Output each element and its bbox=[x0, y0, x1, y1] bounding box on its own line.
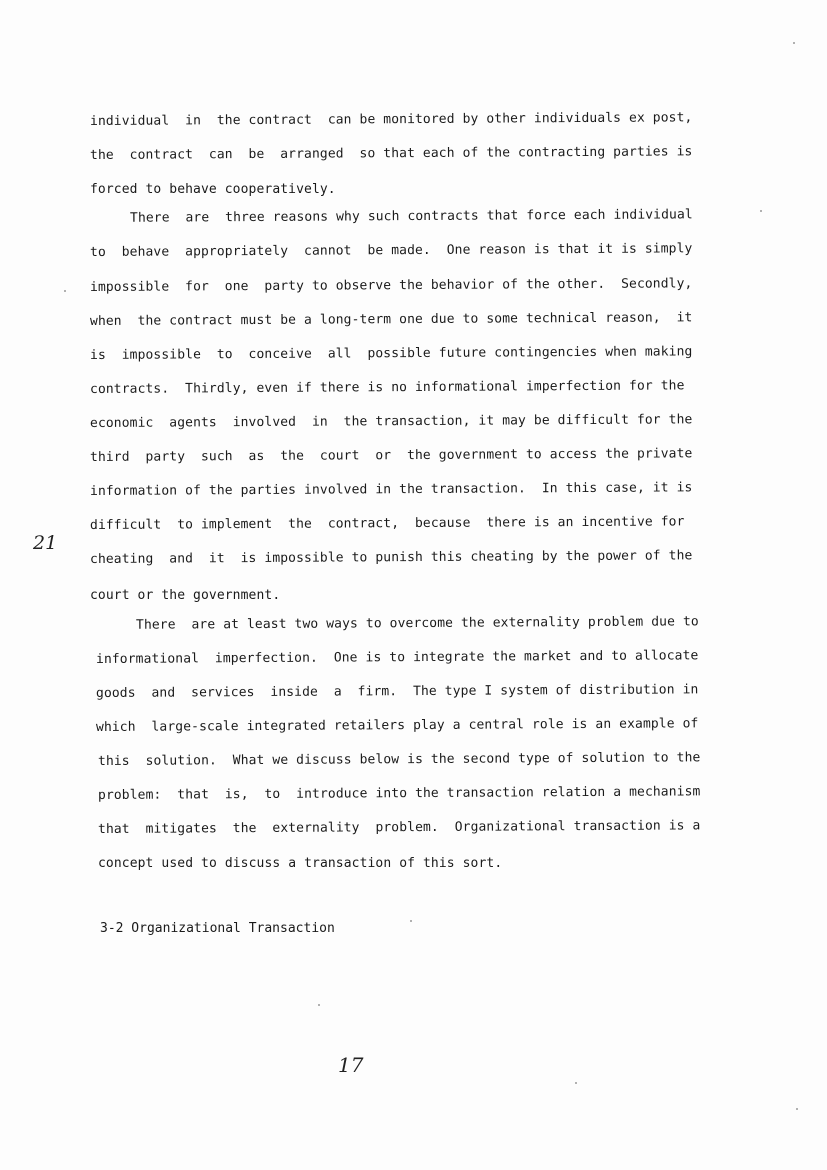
scan-speck bbox=[793, 42, 795, 44]
text-line-2: the contract can be arranged so that each of the contracting parties is bbox=[89, 144, 693, 163]
text-line-5: to behave appropriately cannot be made. One reason is that it is simply bbox=[89, 241, 693, 260]
text-line-21: problem: that is, to introduce into the transaction relation a mechanism bbox=[97, 784, 701, 803]
text-line-8: is impossible to conceive all possible future contingencies when making bbox=[89, 344, 693, 363]
text-line-9: contracts. Thirdly, even if there is no informational imperfection for the bbox=[89, 378, 685, 397]
text-line-16: There are at least two ways to overcome the externality problem due to bbox=[135, 614, 699, 633]
text-line-17: informational imperfection. One is to integrate the market and to allocate bbox=[95, 648, 699, 667]
text-line-1: individual in the contract can be monitored by other individuals ex post, bbox=[89, 110, 693, 129]
text-line-6: impossible for one party to observe the behavior of the other. Secondly, bbox=[89, 276, 693, 295]
page-number: 17 bbox=[338, 1053, 364, 1077]
scan-speck bbox=[318, 1004, 320, 1006]
text-line-7: when the contract must be a long-term one due to some technical reason, it bbox=[89, 310, 693, 329]
text-line-18: goods and services inside a firm. The type I system of distribution in bbox=[95, 682, 699, 701]
text-line-13: difficult to implement the contract, because there is an incentive for bbox=[89, 514, 685, 533]
text-line-19: which large-scale integrated retailers play a central role is an example of bbox=[95, 716, 699, 735]
scan-speck bbox=[64, 290, 66, 292]
margin-annotation: 21 bbox=[33, 532, 58, 554]
text-line-22: that mitigates the externality problem. Organizational transaction is a bbox=[97, 818, 701, 837]
scan-speck bbox=[760, 210, 762, 212]
scan-speck bbox=[796, 1108, 798, 1110]
text-line-11: third party such as the court or the government to access the private bbox=[89, 446, 693, 465]
scan-speck bbox=[410, 920, 412, 922]
text-line-15: court or the government. bbox=[90, 588, 281, 603]
text-line-12: information of the parties involved in the transaction. In this case, it is bbox=[89, 480, 693, 499]
text-line-3: forced to behave cooperatively. bbox=[90, 182, 336, 197]
text-line-20: this solution. What we discuss below is the second type of solution to the bbox=[97, 750, 701, 769]
text-line-14: cheating and it is impossible to punish this cheating by the power of the bbox=[89, 548, 693, 567]
text-line-10: economic agents involved in the transaction, it may be difficult for the bbox=[89, 412, 693, 431]
scan-speck bbox=[575, 1082, 577, 1084]
text-line-4: There are three reasons why such contracts that force each individual bbox=[129, 207, 693, 226]
section-heading: 3-2 Organizational Transaction bbox=[100, 921, 335, 936]
text-line-23: concept used to discuss a transaction of this sort. bbox=[98, 856, 503, 871]
